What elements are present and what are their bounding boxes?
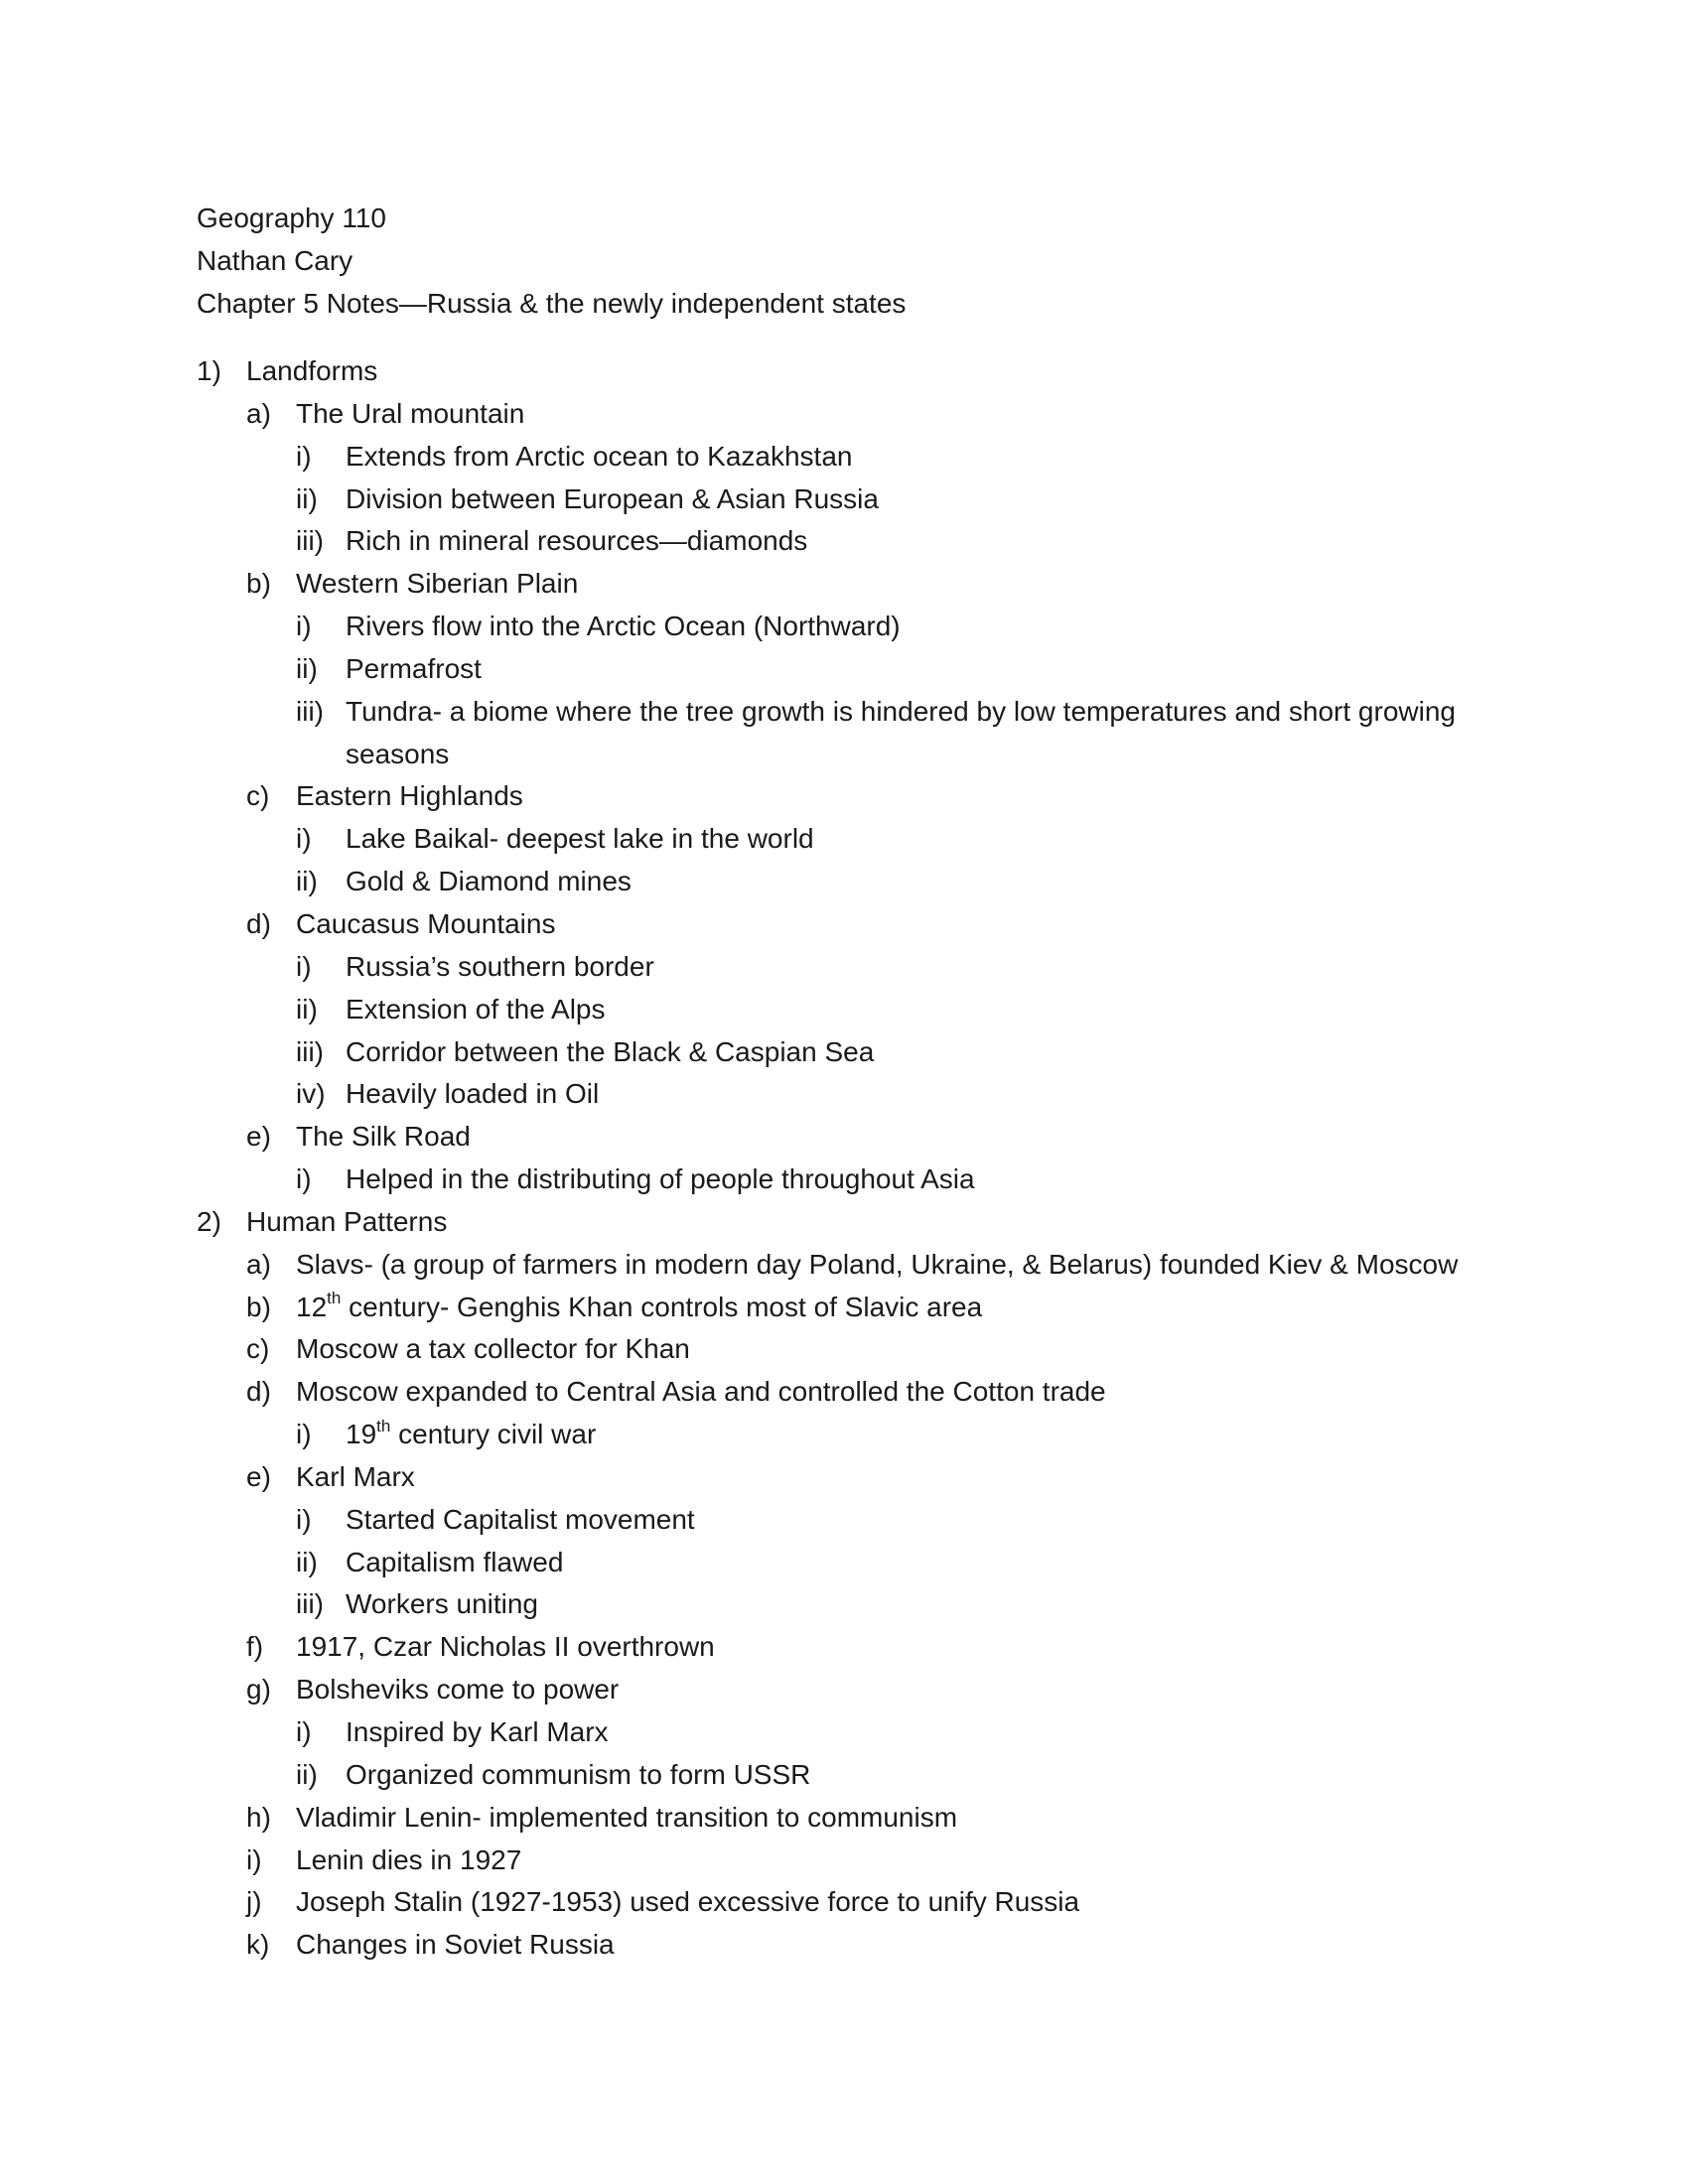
outline-text <box>296 563 578 606</box>
outline-marker: ii) <box>296 652 318 684</box>
outline-marker: ii) <box>296 1546 318 1577</box>
outline-text-main: 19 <box>346 1419 377 1450</box>
outline-text <box>296 1881 1079 1924</box>
outline-text-main: Rich in mineral resources—diamonds <box>346 525 808 557</box>
outline-text-main: Rivers flow into the Arctic Ocean (Northward) <box>346 611 901 642</box>
outline-text-main: 1917, Czar Nicholas II overthrown <box>296 1631 715 1663</box>
outline-text <box>346 691 1456 734</box>
outline-text-main: Bolsheviks come to power <box>296 1674 620 1706</box>
outline-text <box>296 1840 521 1882</box>
course-line: Geography 110 <box>197 203 386 233</box>
outline-text <box>246 1201 447 1244</box>
outline-text-main: Caucasus Mountains <box>296 907 556 939</box>
outline-text <box>296 1371 1106 1414</box>
title-line: Chapter 5 Notes—Russia & the newly independent states <box>197 288 907 319</box>
outline-marker: ii) <box>296 993 318 1024</box>
outline-text-main: Eastern Highlands <box>296 780 523 812</box>
outline-marker: a) <box>246 1248 271 1280</box>
outline-marker: ii) <box>296 1758 318 1790</box>
outline-marker: iii) <box>296 1035 324 1067</box>
outline-text-main: Division between European & Asian Russia <box>346 482 879 514</box>
outline-text-main: Tundra- a biome where the tree growth is hindered by low temperatures and short growing <box>346 695 1456 727</box>
outline-text <box>346 1583 538 1626</box>
outline-text <box>346 734 449 776</box>
outline-text <box>346 1031 874 1074</box>
outline-text-main: Western Siberian Plain <box>296 568 579 600</box>
outline-text-main: Extends from Arctic ocean to Kazakhstan <box>346 440 853 472</box>
outline-text-main: Moscow a tax collector for Khan <box>296 1333 690 1365</box>
outline-text-main: Slavs- (a group of farmers in modern day Poland, Ukraine, & Belarus) founded Kiev & Moscow <box>296 1248 1459 1280</box>
outline-text <box>346 520 807 563</box>
outline-text <box>296 1797 957 1840</box>
outline-text <box>346 606 901 648</box>
outline-text-main: Lenin dies in 1927 <box>296 1843 522 1875</box>
outline-text <box>346 648 482 691</box>
outline-text <box>296 1328 690 1371</box>
outline-text <box>296 775 523 818</box>
outline-text <box>296 1244 1458 1287</box>
outline-marker: i) <box>296 1163 312 1195</box>
outline-text <box>346 818 814 861</box>
outline-text-rest: century- Genghis Khan controls most of Slavic area <box>341 1291 983 1322</box>
outline-text <box>296 1456 415 1499</box>
outline-text-main: Moscow expanded to Central Asia and controlled the Cotton trade <box>296 1376 1106 1408</box>
outline-text <box>296 393 524 436</box>
outline-marker: j) <box>246 1886 262 1918</box>
outline-text <box>346 478 879 521</box>
outline-text-main: Vladimir Lenin- implemented transition to communism <box>296 1801 958 1833</box>
outline-marker: i) <box>296 440 312 472</box>
outline-marker: a) <box>246 397 271 429</box>
outline-marker: i) <box>296 1716 312 1747</box>
outline-text-main: Workers uniting <box>346 1588 539 1620</box>
ordinal-superscript: th <box>376 1416 391 1435</box>
outline-marker: g) <box>246 1674 271 1706</box>
outline-text-main: Started Capitalist movement <box>346 1503 695 1535</box>
outline-text <box>296 1287 982 1329</box>
outline-text-main: Human Patterns <box>246 1205 448 1237</box>
outline-text-main: Inspired by Karl Marx <box>346 1716 609 1747</box>
outline-text-main: Extension of the Alps <box>346 993 606 1024</box>
outline-text-main: Organized communism to form USSR <box>346 1758 811 1790</box>
outline-text <box>296 903 555 946</box>
outline-text <box>346 946 654 989</box>
outline-text <box>346 1414 596 1456</box>
outline-text-main: Landforms <box>246 355 378 386</box>
outline-text <box>296 1669 619 1711</box>
outline-text <box>296 1626 715 1669</box>
outline-text <box>346 989 606 1031</box>
outline-text <box>346 1542 563 1584</box>
outline-marker: iii) <box>296 695 324 727</box>
outline-marker: e) <box>246 1460 271 1492</box>
outline-text <box>296 1924 615 1967</box>
outline-text <box>346 1754 810 1797</box>
author-line: Nathan Cary <box>197 245 353 276</box>
outline-text <box>346 1711 609 1754</box>
outline-marker: i) <box>296 823 312 855</box>
outline-text-main: Helped in the distributing of people throughout Asia <box>346 1163 975 1195</box>
outline-text-main: 12 <box>296 1291 328 1322</box>
outline-marker: b) <box>246 568 271 600</box>
outline-text-main: Joseph Stalin (1927-1953) used excessive force to unify Russia <box>296 1886 1080 1918</box>
outline-marker: i) <box>296 611 312 642</box>
outline-text-main: The Silk Road <box>296 1121 471 1153</box>
outline-marker: c) <box>246 1333 270 1365</box>
outline-marker: h) <box>246 1801 271 1833</box>
outline-marker: c) <box>246 780 270 812</box>
outline-text-rest: century civil war <box>390 1419 597 1450</box>
outline-text-main: Capitalism flawed <box>346 1546 564 1577</box>
outline-marker: ii) <box>296 866 318 897</box>
outline-text-main: The Ural mountain <box>296 397 525 429</box>
outline-marker: k) <box>246 1929 270 1961</box>
outline-text-main: Permafrost <box>346 652 482 684</box>
outline-marker: iii) <box>296 525 324 557</box>
outline-text <box>346 1159 975 1201</box>
outline-text <box>296 1116 471 1159</box>
outline-marker: 1) <box>197 355 221 386</box>
ordinal-superscript: th <box>327 1289 342 1308</box>
outline-marker: f) <box>246 1631 264 1663</box>
outline-marker: 2) <box>197 1205 221 1237</box>
outline-text <box>346 436 852 478</box>
outline-marker: i) <box>246 1843 262 1875</box>
outline-marker: i) <box>296 950 312 982</box>
outline-text <box>346 861 632 903</box>
outline-text-main: Changes in Soviet Russia <box>296 1929 615 1961</box>
outline-marker: e) <box>246 1121 271 1153</box>
outline-text-main: Lake Baikal- deepest lake in the world <box>346 823 814 855</box>
outline-text-main: Russia’s southern border <box>346 950 654 982</box>
outline-text <box>346 1073 599 1116</box>
outline-text-main: seasons <box>346 738 450 769</box>
outline-marker: d) <box>246 1376 271 1408</box>
outline-text-main: Heavily loaded in Oil <box>346 1078 600 1110</box>
outline-text-main: Corridor between the Black & Caspian Sea <box>346 1035 875 1067</box>
outline-marker: iii) <box>296 1588 324 1620</box>
outline-text-main: Karl Marx <box>296 1460 415 1492</box>
outline-text-main: Gold & Diamond mines <box>346 866 632 897</box>
outline-marker: i) <box>296 1503 312 1535</box>
outline-marker: d) <box>246 907 271 939</box>
outline-text <box>246 350 377 393</box>
outline-marker: ii) <box>296 482 318 514</box>
outline-text <box>346 1499 695 1542</box>
outline-marker: i) <box>296 1419 312 1450</box>
document-header <box>197 197 906 325</box>
outline-marker: b) <box>246 1291 271 1322</box>
outline-marker: iv) <box>296 1078 326 1110</box>
